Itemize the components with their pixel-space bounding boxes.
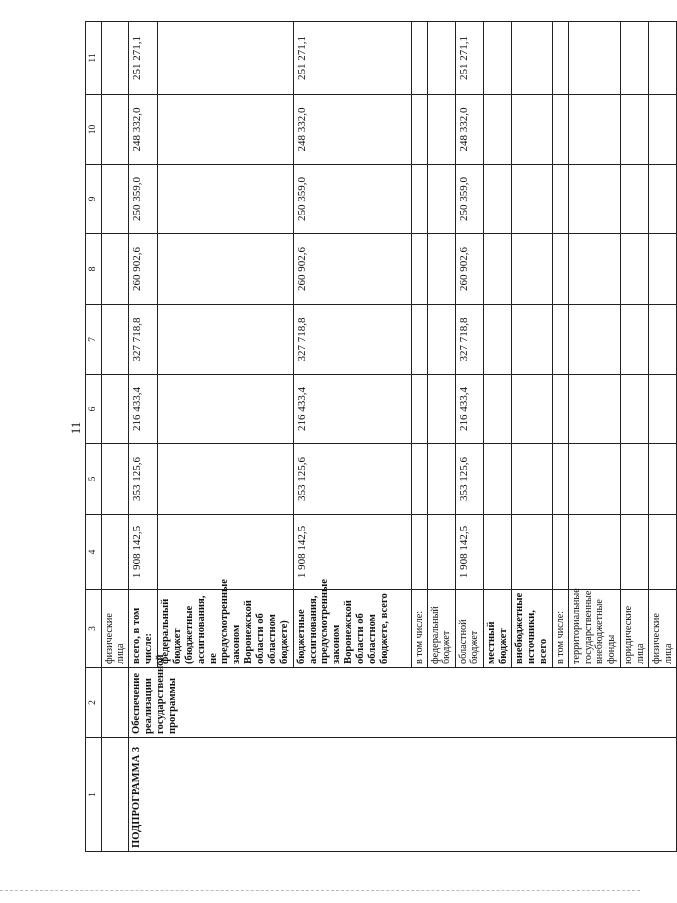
- value-cell: [649, 444, 677, 515]
- value-cell: [569, 234, 621, 305]
- empty-cell: [101, 738, 129, 852]
- value-cell: [411, 165, 427, 234]
- value-cell: 353 125,6: [293, 444, 411, 515]
- value-cell: [411, 515, 427, 590]
- value-cell: [158, 165, 293, 234]
- row-label: физические лица: [649, 590, 677, 668]
- budget-table: [85, 21, 677, 852]
- value-cell: [569, 22, 621, 95]
- value-cell: [553, 165, 569, 234]
- value-cell: [553, 305, 569, 375]
- value-cell: [553, 515, 569, 590]
- value-cell: 251 271,1: [293, 22, 411, 95]
- value-cell: [428, 444, 456, 515]
- value-cell: [512, 95, 553, 165]
- empty-cell: [101, 22, 129, 95]
- value-cell: 248 332,0: [129, 95, 158, 165]
- value-cell: 216 433,4: [129, 375, 158, 444]
- value-cell: 216 433,4: [293, 375, 411, 444]
- value-cell: [512, 165, 553, 234]
- value-cell: [621, 165, 649, 234]
- rotated-table-container: [85, 22, 674, 852]
- value-cell: [553, 444, 569, 515]
- column-number: 6: [86, 375, 102, 444]
- value-cell: [649, 95, 677, 165]
- value-cell: [428, 22, 456, 95]
- value-cell: 260 902,6: [129, 234, 158, 305]
- value-cell: [158, 305, 293, 375]
- value-cell: [411, 95, 427, 165]
- value-cell: [512, 22, 553, 95]
- column-number: 5: [86, 444, 102, 515]
- column-number: 7: [86, 305, 102, 375]
- column-number: 10: [86, 95, 102, 165]
- value-cell: [512, 375, 553, 444]
- value-cell: [649, 22, 677, 95]
- row-label: федеральный бюджет (бюджетные ассигнования, не предусмотренные законом Воронежской области об областном бюджете): [158, 590, 293, 668]
- value-cell: [649, 375, 677, 444]
- value-cell: [483, 95, 512, 165]
- value-cell: [483, 375, 512, 444]
- value-cell: 353 125,6: [455, 444, 483, 515]
- value-cell: [483, 515, 512, 590]
- value-cell: [411, 305, 427, 375]
- empty-cell: [101, 444, 129, 515]
- value-cell: [428, 305, 456, 375]
- page-number: 11: [68, 421, 83, 435]
- value-cell: [411, 234, 427, 305]
- subprogram-code: ПОДПРОГРАММА 3: [129, 738, 677, 852]
- value-cell: [649, 165, 677, 234]
- row-label: всего, в том числе:: [129, 590, 158, 668]
- value-cell: [569, 305, 621, 375]
- value-cell: 251 271,1: [129, 22, 158, 95]
- column-number-row: [86, 22, 102, 852]
- value-cell: 327 718,8: [129, 305, 158, 375]
- empty-cell: [101, 375, 129, 444]
- column-number: 4: [86, 515, 102, 590]
- value-cell: [553, 375, 569, 444]
- row-label: бюджетные ассигнования, предусмотренные законом Воронежской области об областном бюджете, всего: [293, 590, 411, 668]
- column-number: 1: [86, 738, 102, 852]
- value-cell: [512, 515, 553, 590]
- value-cell: [411, 375, 427, 444]
- value-cell: [428, 234, 456, 305]
- empty-cell: [101, 515, 129, 590]
- value-cell: 250 359,0: [293, 165, 411, 234]
- value-cell: 260 902,6: [293, 234, 411, 305]
- column-number: 2: [86, 668, 102, 738]
- value-cell: [649, 234, 677, 305]
- value-cell: [569, 375, 621, 444]
- scan-edge-divider: [0, 890, 640, 891]
- column-number: 3: [86, 590, 102, 668]
- value-cell: 1 908 142,5: [293, 515, 411, 590]
- row-label: федеральный бюджет: [428, 590, 456, 668]
- value-cell: [512, 305, 553, 375]
- value-cell: [483, 22, 512, 95]
- value-cell: [483, 165, 512, 234]
- column-number: 11: [86, 22, 102, 95]
- value-cell: [553, 95, 569, 165]
- value-cell: [621, 375, 649, 444]
- value-cell: 327 718,8: [455, 305, 483, 375]
- value-cell: [512, 234, 553, 305]
- value-cell: [158, 234, 293, 305]
- value-cell: [569, 165, 621, 234]
- continuation-row: [101, 22, 129, 852]
- value-cell: [483, 305, 512, 375]
- value-cell: 251 271,1: [455, 22, 483, 95]
- value-cell: [621, 515, 649, 590]
- value-cell: 248 332,0: [455, 95, 483, 165]
- value-cell: [649, 515, 677, 590]
- row-label: в том числе:: [411, 590, 427, 668]
- value-cell: [158, 444, 293, 515]
- value-cell: [621, 22, 649, 95]
- value-cell: 248 332,0: [293, 95, 411, 165]
- value-cell: [621, 234, 649, 305]
- value-cell: [553, 22, 569, 95]
- subprogram-name: Обеспечение реализации государственной программы: [129, 668, 677, 738]
- value-cell: [411, 444, 427, 515]
- value-cell: 260 902,6: [455, 234, 483, 305]
- value-cell: [428, 95, 456, 165]
- value-cell: [621, 95, 649, 165]
- value-cell: [512, 444, 553, 515]
- row-label: внебюджетные источники, всего: [512, 590, 553, 668]
- empty-cell: [101, 668, 129, 738]
- row-label: местный бюджет: [483, 590, 512, 668]
- empty-cell: [101, 95, 129, 165]
- value-cell: [428, 375, 456, 444]
- source-label: физические лица: [101, 590, 129, 668]
- value-cell: [158, 95, 293, 165]
- value-cell: [569, 444, 621, 515]
- value-cell: 1 908 142,5: [129, 515, 158, 590]
- row-label: в том числе:: [553, 590, 569, 668]
- value-cell: [158, 22, 293, 95]
- value-cell: [428, 515, 456, 590]
- value-cell: [621, 444, 649, 515]
- row-label: территориальные государственные внебюджетные фонды: [569, 590, 621, 668]
- value-cell: [411, 22, 427, 95]
- column-number: 9: [86, 165, 102, 234]
- value-cell: [428, 165, 456, 234]
- row-label: юридические лица: [621, 590, 649, 668]
- value-cell: [649, 305, 677, 375]
- empty-cell: [101, 165, 129, 234]
- value-cell: [621, 305, 649, 375]
- row-label: областной бюджет: [455, 590, 483, 668]
- value-cell: [569, 95, 621, 165]
- value-cell: 353 125,6: [129, 444, 158, 515]
- table-row: [129, 22, 158, 852]
- value-cell: 216 433,4: [455, 375, 483, 444]
- value-cell: [483, 234, 512, 305]
- value-cell: [569, 515, 621, 590]
- empty-cell: [101, 234, 129, 305]
- value-cell: 327 718,8: [293, 305, 411, 375]
- value-cell: [158, 375, 293, 444]
- value-cell: 250 359,0: [455, 165, 483, 234]
- column-number: 8: [86, 234, 102, 305]
- value-cell: 1 908 142,5: [455, 515, 483, 590]
- value-cell: [483, 444, 512, 515]
- value-cell: [553, 234, 569, 305]
- value-cell: 250 359,0: [129, 165, 158, 234]
- empty-cell: [101, 305, 129, 375]
